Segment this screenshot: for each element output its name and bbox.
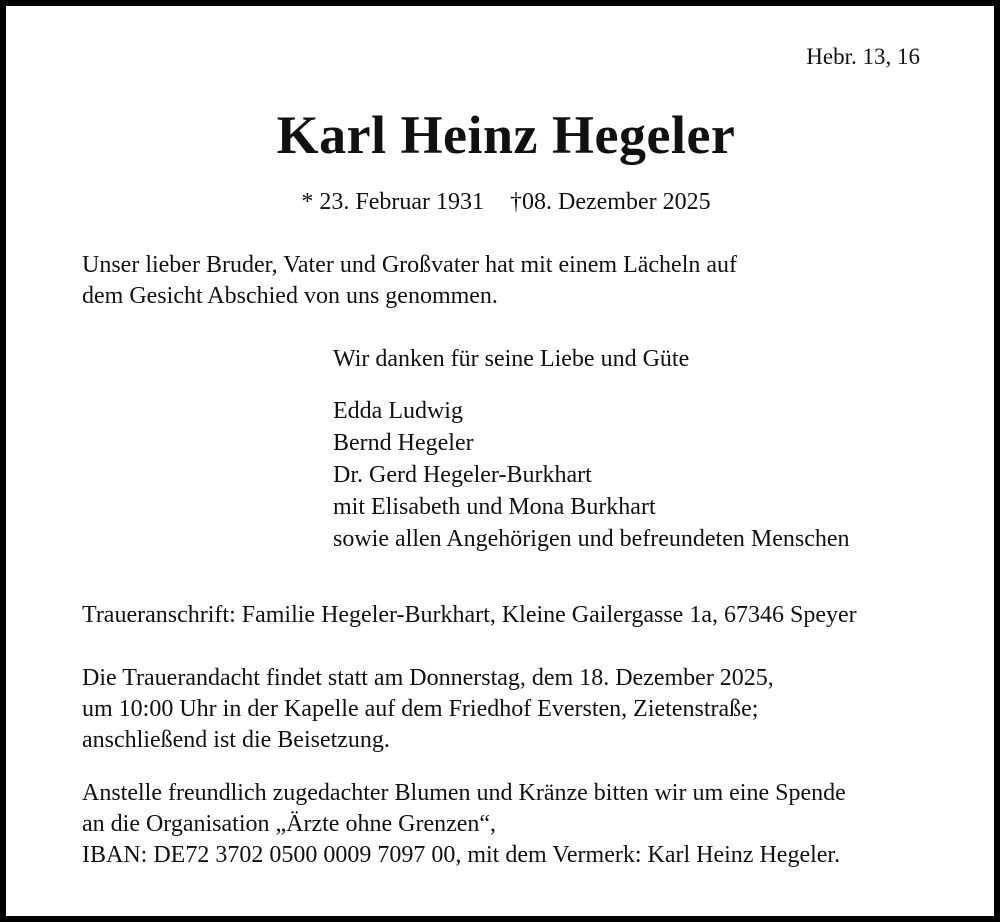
- intro-line: dem Gesicht Abschied von uns genommen.: [82, 283, 498, 309]
- birth-date: 23. Februar 1931: [319, 189, 485, 215]
- donation-line: Anstelle freundlich zugedachter Blumen und Kränze bitten wir um eine Spende: [82, 780, 846, 806]
- deceased-name: Karl Heinz Hegeler: [276, 105, 736, 165]
- donation-paragraph: [82, 778, 846, 871]
- death-date: 08. Dezember 2025: [522, 189, 711, 215]
- life-dates: [6, 189, 1000, 216]
- birth-star-icon: *: [301, 189, 314, 215]
- intro-paragraph: [82, 250, 737, 312]
- mourning-address: Traueranschrift: Familie Hegeler-Burkhart, Kleine Gailergasse 1a, 67346 Speyer: [82, 602, 857, 628]
- thanks-line: Wir danken für seine Liebe und Güte: [333, 346, 690, 372]
- death-cross-icon: †: [510, 189, 523, 215]
- mourner: Bernd Hegeler: [333, 430, 474, 456]
- donation-line: IBAN: DE72 3702 0500 0009 7097 00, mit dem Vermerk: Karl Heinz Hegeler.: [82, 842, 841, 868]
- mourners-list: [333, 395, 850, 555]
- mourner: Dr. Gerd Hegeler-Burkhart: [333, 462, 592, 488]
- donation-line: an die Organisation „Ärzte ohne Grenzen“,: [82, 811, 497, 837]
- mourner: sowie allen Angehörigen und befreundeten Menschen: [333, 526, 850, 552]
- service-line: Die Trauerandacht findet statt am Donnerstag, dem 18. Dezember 2025,: [82, 665, 774, 691]
- intro-line: Unser lieber Bruder, Vater und Großvater hat mit einem Lächeln auf: [82, 252, 738, 278]
- mourner: mit Elisabeth und Mona Burkhart: [333, 494, 656, 520]
- service-line: anschließend ist die Beisetzung.: [82, 727, 390, 753]
- verse-reference: Hebr. 13, 16: [806, 44, 920, 69]
- service-paragraph: [82, 663, 774, 756]
- service-line: um 10:00 Uhr in der Kapelle auf dem Friedhof Eversten, Zietenstraße;: [82, 696, 759, 722]
- mourner: Edda Ludwig: [333, 398, 463, 424]
